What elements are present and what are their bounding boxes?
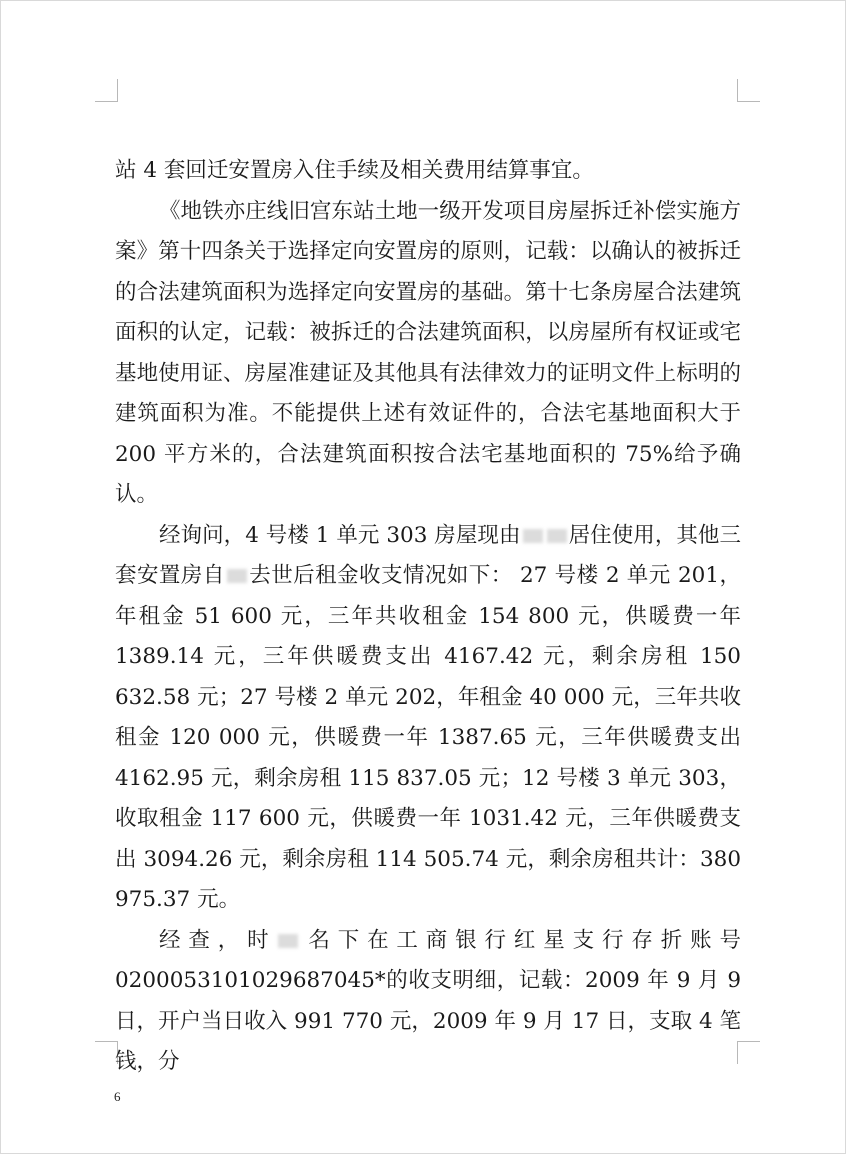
body-text [115, 151, 741, 1083]
crop-mark-top-left [95, 79, 118, 102]
paragraph-1: 站 4 套回迁安置房入住手续及相关费用结算事宜。 [115, 158, 594, 183]
paragraph-4-part-a: 经查，时 [159, 927, 277, 953]
redacted-name [278, 934, 298, 948]
paragraph-4 [115, 921, 741, 1083]
paragraph-3-part-a: 经询问，4 号楼 1 单元 303 房屋现由 [159, 522, 521, 548]
redacted-name [547, 529, 567, 543]
paragraph-2: 《地铁亦庄线旧宫东站土地一级开发项目房屋拆迁补偿实施方案》第十四条关于选择定向安置房的原则，记载：以确认的被拆迁的合法建筑面积为选择定向安置房的基础。第十七条房屋合法建筑面积的认定，记载：被拆迁的合法建筑面积，以房屋所有权证或宅基地使用证、房屋准建证及其他具有法律效力的证明文件上标明的建筑面积为准。不能提供上述有效证件的，合法宅基地面积大于 200 平方米的，合法建筑面积按合法宅基地面积的 75%给予确认。 [115, 198, 741, 507]
paragraph-3 [115, 516, 741, 921]
page-number: 6 [114, 1089, 121, 1104]
redacted-name [523, 529, 543, 543]
paragraph-3-part-b: 居住使用，其他三套安置房自 [115, 522, 741, 588]
paragraph-3-part-c: 去世后租金收支情况如下： 27 号楼 2 单元 201，年租金 51 600 元，三年共收租金 154 800 元，供暖费一年 1389.14 元，三年供暖费支出 4167.42 元，剩余房租 150 632.58 元；27 号楼 2 单元 202，年租金 40 000 元，三年共收租金 120 000 元，供暖费一年 1387.65 元，三年供暖费支出 4162.95 元，剩余房租 115 837.05 元；12 号楼 3 单元 303，收取租金 117 600 元，供暖费一年 1031.42 元，三年供暖费支出 3094.26 元，剩余房租 114 505.74 元，剩余房租共计：380 975.37 元。 [115, 563, 741, 912]
redacted-name [227, 569, 247, 583]
crop-mark-top-right [737, 79, 760, 102]
paragraph-4-part-b: 名下在工商银行红星支行存折账号 0200053101029687045*的收支明细，记载：2009 年 9 月 9 日，开户当日收入 991 770 元，2009 年 9 月 17 日，支取 4 笔钱，分 [115, 927, 741, 1074]
